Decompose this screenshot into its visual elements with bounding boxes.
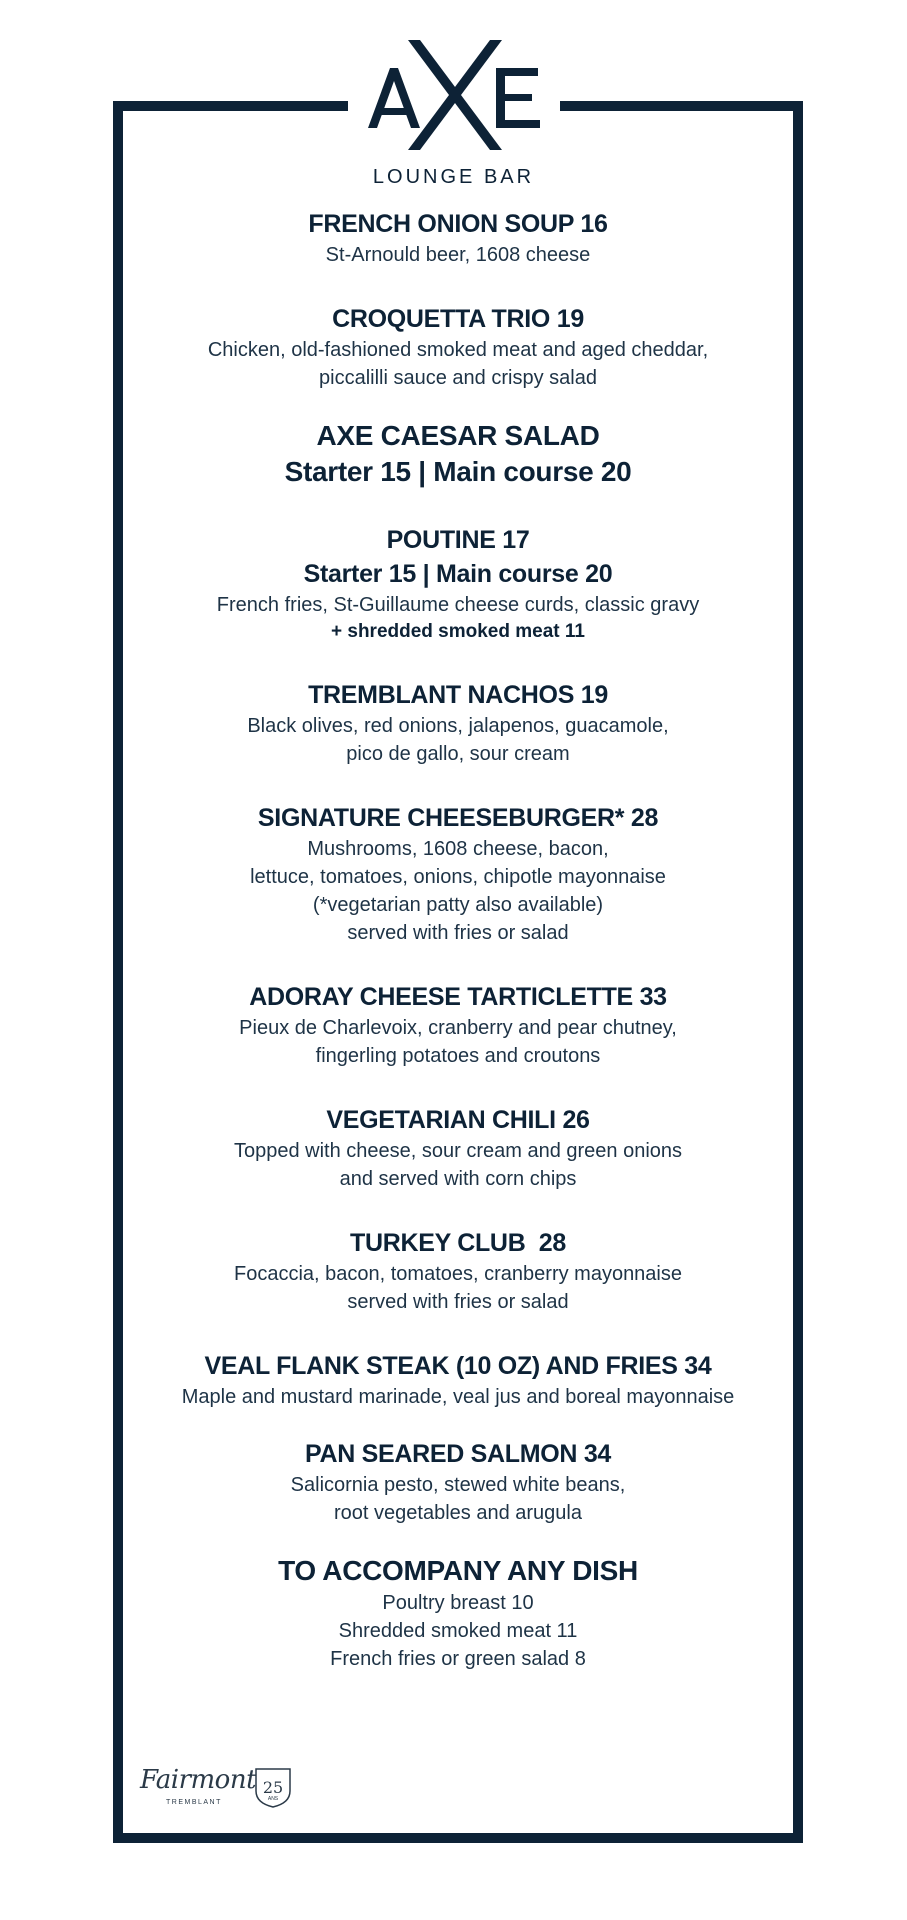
item-desc: French fries or green salad 8 [330,1648,586,1670]
menu-item-accompaniments [123,1553,793,1673]
item-title: FRENCH ONION SOUP 16 [308,210,608,238]
item-desc: lettuce, tomatoes, onions, chipotle mayonnaise [250,866,666,888]
item-desc: St-Arnould beer, 1608 cheese [325,244,591,266]
item-desc: root vegetables and arugula [334,1502,582,1524]
item-desc: fingerling potatoes and croutons [315,1045,601,1067]
item-price-options: Starter 15 | Main course 20 [284,456,632,487]
item-desc: Salicornia pesto, stewed white beans, [290,1474,626,1496]
item-title: TO ACCOMPANY ANY DISH [278,1555,638,1586]
item-desc: pico de gallo, sour cream [346,743,570,765]
menu-item-pan-seared-salmon [123,1437,793,1527]
item-desc: Chicken, old-fashioned smoked meat and aged cheddar, [207,339,709,361]
axe-logo [348,40,560,150]
item-title: TREMBLANT NACHOS 19 [308,681,608,709]
item-title: PAN SEARED SALMON 34 [304,1440,612,1468]
footer-logos [140,1765,300,1815]
item-title: SIGNATURE CHEESEBURGER* 28 [257,804,659,832]
item-title: CROQUETTA TRIO 19 [332,305,584,333]
menu-item-signature-cheeseburger [123,801,793,947]
anniversary-seal-icon [252,1765,294,1809]
item-desc: piccalilli sauce and crispy salad [319,367,597,389]
item-title: POUTINE 17 [386,526,530,554]
menu-list [123,207,793,1673]
menu-item-turkey-club [123,1226,793,1316]
menu-item-veal-flank-steak [123,1349,793,1411]
item-desc: served with fries or salad [347,1291,569,1313]
item-desc: Poultry breast 10 [382,1592,534,1614]
item-title: VEGETARIAN CHILI 26 [326,1106,590,1134]
item-title: AXE CAESAR SALAD [316,420,600,451]
fairmont-logo: Fairmont [140,1765,257,1795]
item-desc: Focaccia, bacon, tomatoes, cranberry mayonnaise [234,1263,682,1285]
menu-item-axe-caesar-salad [123,418,793,490]
item-desc: French fries, St-Guillaume cheese curds, classic gravy [216,594,700,616]
item-title: TURKEY CLUB 28 [350,1229,566,1257]
item-desc: Mushrooms, 1608 cheese, bacon, [307,838,609,860]
menu-item-croquetta-trio [123,302,793,392]
fairmont-location: TREMBLANT [166,1799,222,1806]
item-desc: Black olives, red onions, jalapenos, guacamole, [247,715,669,737]
item-addon: + shredded smoked meat 11 [331,621,585,642]
item-desc: Pieux de Charlevoix, cranberry and pear chutney, [239,1017,677,1039]
item-desc: (*vegetarian patty also available) [312,894,604,916]
item-price-options: Starter 15 | Main course 20 [303,560,613,588]
menu-item-poutine [123,523,793,645]
item-desc: and served with corn chips [339,1168,577,1190]
axe-logo-icon [348,40,560,150]
menu-item-adoray-cheese-tarticlette [123,980,793,1070]
seal-number: 25 [262,1778,284,1797]
seal-label: ANS [267,1796,279,1802]
menu-item-vegetarian-chili [123,1103,793,1193]
item-title: ADORAY CHEESE TARTICLETTE 33 [249,983,667,1011]
item-desc: Topped with cheese, sour cream and green onions [233,1140,683,1162]
lounge-bar-subtitle: LOUNGE BAR [372,166,535,188]
item-title: VEAL FLANK STEAK (10 OZ) AND FRIES 34 [204,1352,712,1380]
item-desc: Shredded smoked meat 11 [338,1620,578,1642]
menu-item-tremblant-nachos [123,678,793,768]
item-desc: Maple and mustard marinade, veal jus and boreal mayonnaise [181,1386,735,1408]
menu-item-french-onion-soup [123,207,793,269]
item-desc: served with fries or salad [347,922,569,944]
